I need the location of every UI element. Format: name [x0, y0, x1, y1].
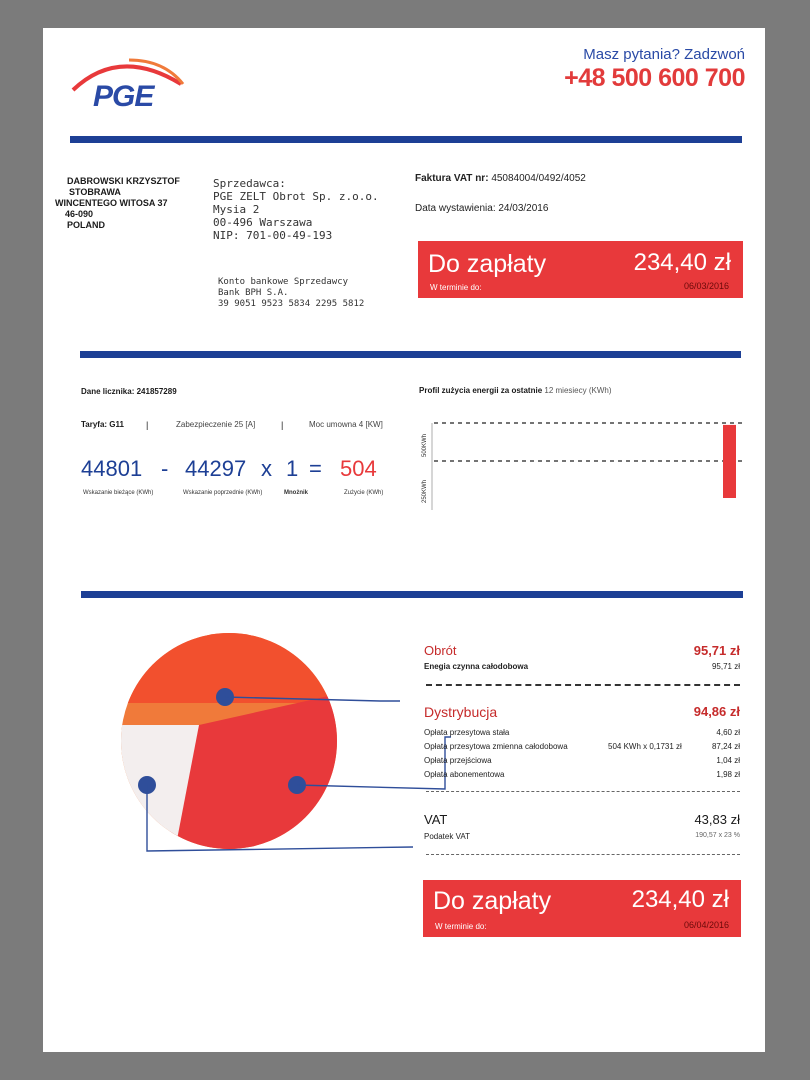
meter-number: Dane licznika: 241857289 [81, 387, 177, 396]
customer-address: DABROWSKI KRZYSZTOF STOBRAWA WINCENTEGO WITOSA 37 46-090 POLAND [55, 176, 180, 230]
obrot-title: Obrót [424, 643, 457, 658]
row-przejsciowa: Opłata przejściowa [424, 756, 492, 765]
due-term-date: 06/03/2016 [683, 281, 729, 291]
tick-250: 250KWh [422, 479, 428, 503]
invoice-page [43, 28, 765, 1052]
meter-multiplier: 1 [286, 456, 299, 481]
invoice-date: Data wystawienia: 24/03/2016 [415, 203, 549, 214]
obrot-divider [426, 684, 740, 686]
meter-minus: - [161, 456, 169, 481]
tick-500: 500KWh [422, 433, 428, 457]
vat-title: VAT [424, 812, 448, 827]
due-term-date-bottom: 06/04/2016 [683, 920, 729, 930]
value-przesylowa-zmienna: 87,24 zł [711, 742, 740, 751]
due-box-bottom [423, 880, 741, 937]
invoice-number: Faktura VAT nr: 45084004/0492/4052 [415, 173, 586, 184]
dystrybucja-title: Dystrybucja [424, 704, 498, 720]
detail-przesylowa-zmienna: 504 KWh x 0,1731 zł [608, 742, 682, 751]
vat-row-label: Podatek VAT [424, 832, 470, 841]
vat-row-value: 190,57 x 23 % [695, 832, 740, 839]
security-fuse: Zabezpieczenie 25 [A] [176, 420, 256, 429]
row-przesylowa-zmienna: Opłata przesytowa zmienna całodobowa [424, 742, 568, 751]
pie-slice-vat [99, 725, 199, 871]
seller-info: Sprzedawca: PGE ZELT Obrot Sp. z.o.o. Mysia 2 00-496 Warszawa NIP: 701-00-49-193 [213, 177, 379, 242]
separator-2: | [281, 420, 284, 430]
questions-text: Masz pytania? Zadzwoń [583, 46, 745, 63]
phone-number[interactable]: +48 500 600 700 [564, 64, 745, 92]
caption-current: Wskazanie bieżące (KWh) [83, 490, 154, 496]
value-abonamentowa: 1,98 zł [716, 770, 740, 779]
pge-logo: PGE [93, 80, 154, 113]
due-term-label: W terminie do: [430, 283, 482, 292]
value-przesylowa-stala: 4,60 zł [716, 728, 740, 737]
chart-title: Profil zużycia energii za ostatnie 12 miesiecy (KWh) [419, 386, 612, 395]
dystrybucja-amount: 94,86 zł [693, 704, 740, 719]
value-przejsciowa: 1,04 zł [716, 756, 740, 765]
meter-usage: 504 [340, 456, 377, 481]
caption-previous: Wskazanie poprzednie (KWh) [183, 490, 263, 496]
caption-multiplier: Mnożnik [284, 490, 308, 496]
bar-month-1 [723, 425, 736, 498]
dystrybucja-divider [426, 791, 740, 792]
due-label: Do zapłaty [428, 250, 547, 278]
meter-previous: 44297 [185, 456, 247, 481]
caption-usage: Zużycie (KWh) [344, 490, 384, 496]
due-label-bottom: Do zapłaty [433, 887, 552, 915]
divider-bottom [81, 591, 743, 598]
meter-times: x [261, 456, 272, 481]
row-abonamentowa: Opłata abonementowa [424, 770, 505, 779]
pie-slices [99, 633, 359, 871]
due-amount-bottom: 234,40 zł [631, 886, 729, 913]
separator: | [146, 420, 149, 430]
meter-current: 44801 [81, 456, 143, 481]
divider-middle [80, 351, 741, 358]
vat-divider [426, 854, 740, 855]
consumption-chart [418, 413, 748, 513]
due-amount: 234,40 zł [633, 249, 731, 276]
vat-amount: 43,83 zł [694, 812, 740, 827]
contract-power: Moc umowna 4 [KW] [309, 420, 383, 429]
obrot-amount: 95,71 zł [693, 643, 740, 658]
divider-top [70, 136, 742, 143]
due-box-top [418, 241, 743, 298]
tariff: Taryfa: G11 [81, 420, 124, 429]
obrot-row-value: 95,71 zł [711, 662, 740, 671]
obrot-row-label: Enegia czynna całodobowa [424, 662, 529, 671]
meter-equals: = [309, 456, 322, 481]
due-term-label-bottom: W terminie do: [435, 922, 487, 931]
cost-pie-chart [93, 613, 473, 873]
row-przesylowa-stala: Opłata przesytowa stała [424, 728, 510, 737]
seller-bank: Konto bankowe Sprzedawcy Bank BPH S.A. 39 9051 9523 5834 2295 5812 [218, 277, 365, 309]
